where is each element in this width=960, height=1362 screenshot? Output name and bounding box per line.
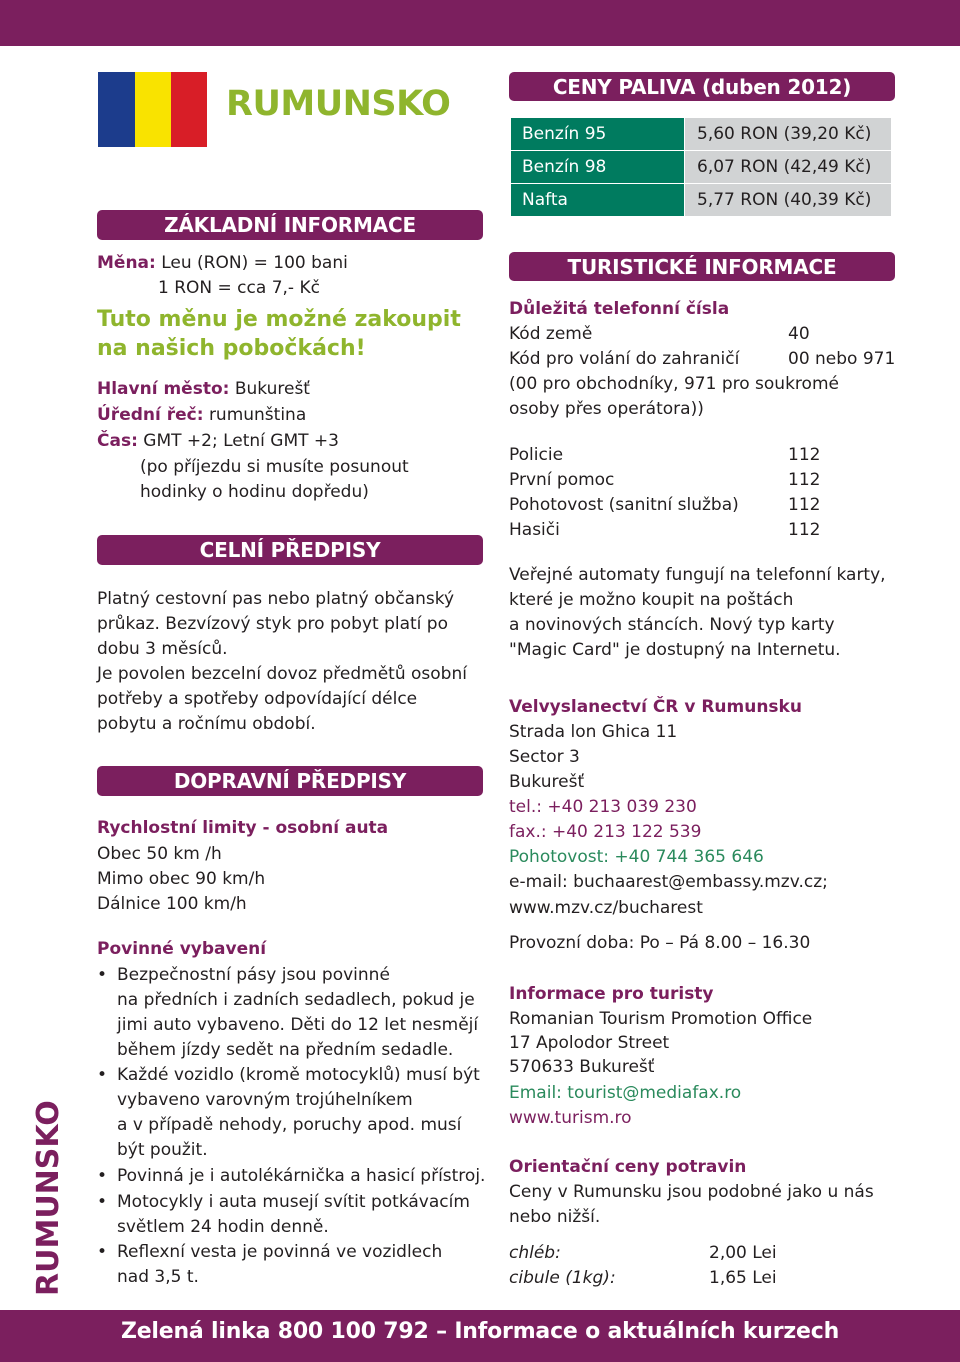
tourist-info-line: Romanian Tourism Promotion Office (509, 1009, 813, 1029)
bullet-text: na předních i zadních sedadlech, pokud je (117, 990, 475, 1010)
embassy-title: Velvyslanectví ČR v Rumunsku (509, 697, 802, 717)
bullet-text: Povinná je i autolékárnička a hasicí přístroj. (117, 1166, 486, 1186)
opening-hours: Provozní doba: Po – Pá 8.00 – 16.30 (509, 933, 811, 953)
time-note-2: hodinky o hodinu dopředu) (140, 482, 369, 502)
emergency-name: Pohotovost (sanitní služba) (509, 495, 739, 515)
speed-limits-title: Rychlostní limity - osobní auta (97, 818, 389, 838)
fuel-header: CENY PALIVA (duben 2012) (509, 72, 895, 101)
food-item-price: 1,65 Lei (709, 1268, 777, 1288)
fuel-price: 6,07 RON (42,49 Kč) (685, 151, 891, 183)
currency-rate: 1 RON = cca 7,- Kč (158, 278, 320, 298)
fuel-name: Nafta (511, 184, 684, 216)
bullet-text: během jízdy sedět na předním sedadle. (117, 1040, 454, 1060)
fuel-price: 5,77 RON (40,39 Kč) (685, 184, 891, 216)
bullet-text: světlem 24 hodin denně. (117, 1217, 329, 1237)
bullet-dot: • (97, 1192, 108, 1212)
phones-title: Důležitá telefonní čísla (509, 299, 730, 319)
tourist-info-email[interactable]: Email: tourist@mediafax.ro (509, 1083, 742, 1103)
payphone-line: "Magic Card" je dostupný na Internetu. (509, 640, 841, 660)
footer-bar (0, 1310, 960, 1362)
emergency-number: 112 (788, 470, 821, 490)
time-note-1: (po příjezdu si musíte posunout (140, 457, 409, 477)
traffic-header: DOPRAVNÍ PŘEDPISY (97, 766, 483, 796)
customs-line: dobu 3 měsíců. (97, 639, 228, 659)
bullet-text: Reflexní vesta je povinná ve vozidlech (117, 1242, 443, 1262)
currency-label: Měna: (97, 253, 156, 273)
exchange-note-2: na našich pobočkách! (97, 336, 366, 361)
intl-note-2: osoby přes operátora)) (509, 399, 704, 419)
payphone-line: které je možno koupit na poštách (509, 590, 794, 610)
emergency-name: Policie (509, 445, 564, 465)
side-label: RUMUNSKO (31, 1100, 66, 1296)
embassy-address-line: Sector 3 (509, 747, 580, 767)
time-label: Čas: (97, 431, 138, 451)
fuel-row (511, 184, 891, 216)
bullet-text: Bezpečnostní pásy jsou povinné (117, 965, 390, 985)
customs-line: Platný cestovní pas nebo platný občanský (97, 589, 455, 609)
emergency-number: 112 (788, 445, 821, 465)
country-code-value: 40 (788, 324, 810, 344)
food-prices-title: Orientační ceny potravin (509, 1157, 747, 1177)
food-item-name: chléb: (509, 1243, 561, 1263)
bullet-text: Motocykly i auta musejí svítit potkávacím (117, 1192, 470, 1212)
tourist-header: TURISTICKÉ INFORMACE (509, 252, 895, 281)
emergency-name: Hasiči (509, 520, 560, 540)
romania-flag (98, 72, 207, 147)
flag-stripe-red (171, 72, 207, 147)
intl-note-1: (00 pro obchodníky, 971 pro soukromé (509, 374, 839, 394)
language-line (97, 403, 306, 428)
fuel-name: Benzín 98 (511, 151, 684, 183)
tourist-info-line: 17 Apolodor Street (509, 1033, 670, 1053)
exchange-note-1: Tuto měnu je možné zakoupit (97, 307, 461, 332)
bullet-text: být použit. (117, 1140, 208, 1160)
payphone-line: Veřejné automaty fungují na telefonní karty, (509, 565, 886, 585)
intl-code-value: 00 nebo 971 (788, 349, 896, 369)
time-line (97, 429, 339, 454)
bullet-dot: • (97, 1065, 108, 1085)
equipment-title: Povinné vybavení (97, 939, 267, 959)
time-value: GMT +2; Letní GMT +3 (143, 431, 339, 451)
fuel-price: 5,60 RON (39,20 Kč) (685, 118, 891, 150)
embassy-tel: tel.: +40 213 039 230 (509, 797, 697, 817)
fuel-table (511, 118, 891, 217)
speed-line: Obec 50 km /h (97, 844, 222, 864)
customs-line: průkaz. Bezvízový styk pro pobyt platí po (97, 614, 448, 634)
currency-line (97, 251, 348, 276)
customs-line: potřeby a spotřeby odpovídající délce (97, 689, 418, 709)
embassy-web-link[interactable]: www.mzv.cz/bucharest (509, 898, 703, 918)
embassy-email[interactable]: e-mail: buchaarest@embassy.mzv.cz; (509, 872, 828, 892)
flag-stripe-blue (98, 72, 135, 147)
capital-value: Bukurešť (234, 379, 310, 399)
flag-stripe-yellow (135, 72, 171, 147)
bullet-text: a v případě nehody, poruchy apod. musí (117, 1115, 462, 1135)
customs-line: pobytu a ročnímu období. (97, 714, 316, 734)
customs-header: CELNÍ PŘEDPISY (97, 535, 483, 565)
fuel-name: Benzín 95 (511, 118, 684, 150)
page-title: RUMUNSKO (226, 84, 451, 124)
bullet-dot: • (97, 1166, 108, 1186)
customs-line: Je povolen bezcelní dovoz předmětů osobní (97, 664, 467, 684)
embassy-address-line: Bukurešť (509, 772, 585, 792)
bullet-text: Každé vozidlo (kromě motocyklů) musí být (117, 1065, 480, 1085)
fuel-row (511, 151, 891, 183)
top-band (0, 0, 960, 46)
bullet-dot: • (97, 1242, 108, 1262)
food-item-name: cibule (1kg): (509, 1268, 616, 1288)
emergency-name: První pomoc (509, 470, 615, 490)
tourist-info-web-link[interactable]: www.turism.ro (509, 1108, 632, 1128)
tourist-info-title: Informace pro turisty (509, 984, 714, 1004)
fuel-row (511, 118, 891, 150)
footer-hotline: Zelená linka 800 100 792 – Informace o aktuálních kurzech (120, 1319, 840, 1344)
tourist-info-line: 570633 Bukurešť (509, 1057, 655, 1077)
embassy-fax: fax.: +40 213 122 539 (509, 822, 702, 842)
language-label: Úřední řeč: (97, 405, 204, 425)
embassy-address-line: Strada lon Ghica 11 (509, 722, 678, 742)
payphone-line: a novinových stáncích. Nový typ karty (509, 615, 835, 635)
bullet-text: jimi auto vybaveno. Děti do 12 let nesmějí (117, 1015, 479, 1035)
emergency-number: 112 (788, 495, 821, 515)
capital-line (97, 377, 310, 402)
basic-info-header: ZÁKLADNÍ INFORMACE (97, 210, 483, 240)
bullet-text: vybaveno varovným trojúhelníkem (117, 1090, 413, 1110)
food-text: nebo nižší. (509, 1207, 601, 1227)
capital-label: Hlavní město: (97, 379, 230, 399)
currency-value: Leu (RON) = 100 bani (161, 253, 348, 273)
bullet-dot: • (97, 965, 108, 985)
bullet-text: nad 3,5 t. (117, 1267, 199, 1287)
speed-line: Mimo obec 90 km/h (97, 869, 266, 889)
language-value: rumunština (208, 405, 307, 425)
speed-line: Dálnice 100 km/h (97, 894, 247, 914)
food-text: Ceny v Rumunsku jsou podobné jako u nás (509, 1182, 874, 1202)
food-item-price: 2,00 Lei (709, 1243, 777, 1263)
emergency-number: 112 (788, 520, 821, 540)
intl-code-label: Kód pro volání do zahraničí (509, 349, 740, 369)
embassy-emergency: Pohotovost: +40 744 365 646 (509, 847, 764, 867)
country-code-label: Kód země (509, 324, 593, 344)
